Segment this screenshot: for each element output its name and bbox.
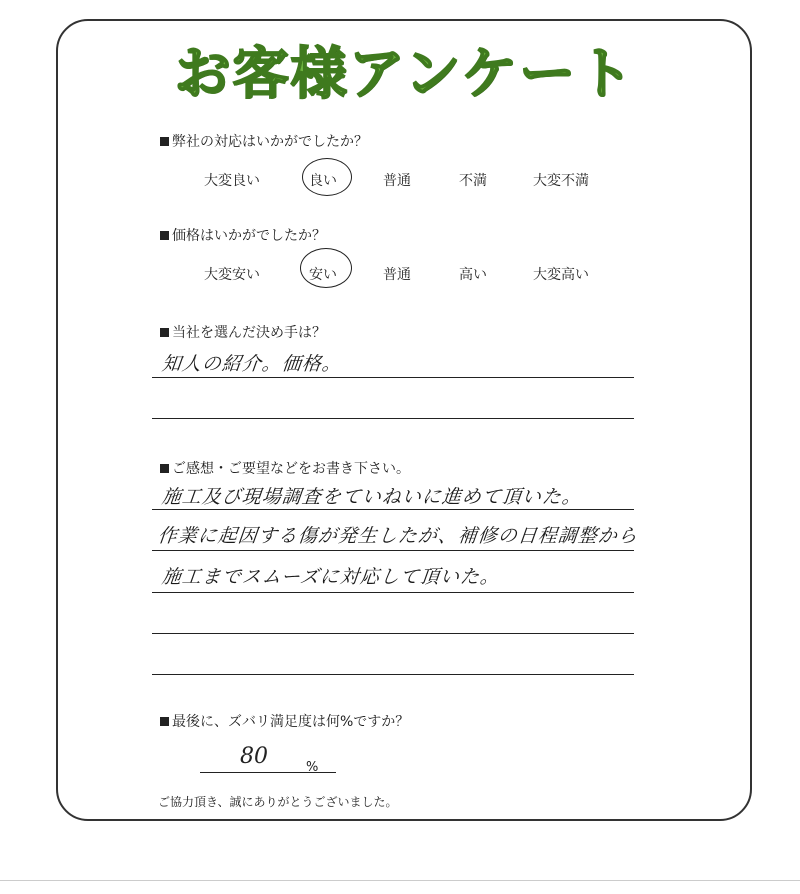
question-5: [160, 711, 409, 731]
question-2-options: [160, 264, 620, 288]
answer-line: [200, 772, 336, 773]
question-3-label: 当社を選んだ決め手は？: [172, 325, 326, 341]
q2-option-5[interactable]: 大変高い: [533, 267, 589, 283]
square-bullet-icon: [160, 328, 169, 337]
q4-handwritten-line-2: 作業に起因する傷が発生したが、補修の日程調整から: [156, 525, 640, 547]
question-5-label: 最後に、ズバリ満足度は何%ですか？: [172, 714, 410, 730]
answer-line: [152, 633, 634, 634]
answer-line: [152, 377, 634, 378]
scan-edge: [0, 880, 800, 881]
selection-circle-q1: [302, 158, 352, 196]
answer-line: [152, 550, 634, 551]
question-1-label: 弊社の対応はいかがでしたか？: [172, 134, 368, 150]
percent-unit: %: [306, 760, 319, 775]
q3-handwritten-answer: 知人の紹介。価格。: [160, 353, 344, 375]
answer-line: [152, 592, 634, 593]
q4-handwritten-line-3: 施工までスムーズに対応して頂いた。: [160, 566, 502, 588]
question-1: [160, 131, 368, 151]
answer-line: [152, 674, 634, 675]
q1-option-2[interactable]: 良い: [309, 173, 337, 189]
question-2: [160, 225, 326, 245]
question-2-label: 価格はいかがでしたか？: [172, 228, 326, 244]
thanks-message: ご協力頂き、誠にありがとうございました。: [158, 795, 398, 809]
q2-option-1[interactable]: 大変安い: [204, 267, 260, 283]
q1-option-3[interactable]: 普通: [383, 173, 411, 189]
square-bullet-icon: [160, 717, 169, 726]
q2-option-3[interactable]: 普通: [383, 267, 411, 283]
selection-circle-q2: [300, 248, 352, 288]
q1-option-5[interactable]: 大変不満: [533, 173, 589, 189]
square-bullet-icon: [160, 464, 169, 473]
answer-line: [152, 418, 634, 419]
question-4: [160, 458, 410, 478]
question-4-label: ご感想・ご要望などをお書き下さい。: [172, 461, 410, 477]
q4-handwritten-line-1: 施工及び現場調査をていねいに進めて頂いた。: [160, 486, 584, 508]
q1-option-4[interactable]: 不満: [459, 173, 487, 189]
survey-title: お客様アンケート: [174, 42, 636, 107]
q1-option-1[interactable]: 大変良い: [204, 173, 260, 189]
question-1-options: [160, 170, 620, 194]
question-3: [160, 322, 326, 342]
satisfaction-value: 80: [240, 744, 268, 769]
q2-option-4[interactable]: 高い: [459, 267, 487, 283]
answer-line: [152, 509, 634, 510]
square-bullet-icon: [160, 231, 169, 240]
q2-option-2[interactable]: 安い: [309, 267, 337, 283]
square-bullet-icon: [160, 137, 169, 146]
